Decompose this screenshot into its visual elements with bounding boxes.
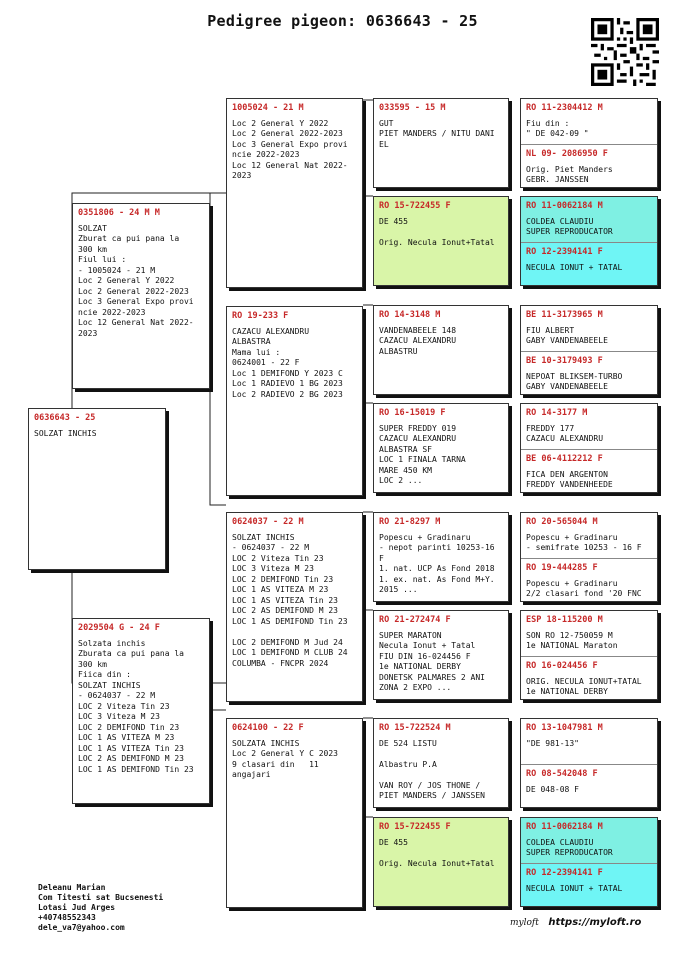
grandsire-paternal-card [226, 98, 363, 288]
pedigree-ring: RO 20-565044 M [526, 517, 598, 527]
pedigree-ring: RO 15-722455 F [379, 201, 451, 211]
pedigree-text: SOLZATA INCHIS Loc 2 General Y C 2023 9 clasari din 11 angajari [232, 738, 338, 779]
pedigree-ring: 1005024 - 21 M [232, 103, 304, 113]
brand [510, 917, 641, 928]
dam-ring: 2029504 G - 24 F [78, 623, 160, 633]
pedigree-ring: RO 16-15019 F [379, 408, 446, 418]
sire-ring: 0351806 - 24 M M [78, 208, 160, 218]
sire-text: SOLZAT Zburat ca pui pana la 300 km Fiul lui : - 1005024 - 21 M Loc 2 General Y 2022 Loc 2 General 2022-2023 Loc 3 General Expo provi ncie 2022-2023 Loc 12 General Nat 2022- 2023 [78, 223, 194, 338]
pedigree-ring: ESP 18-115200 M [526, 615, 603, 625]
pedigree-text: Orig. Piet Manders GEBR. JANSSEN [526, 164, 613, 184]
pedigree-ring: RO 11-0062184 M [526, 201, 603, 211]
pedigree-text: FICA DEN ARGENTON FREDDY VANDENHEEDE [526, 469, 613, 489]
breeder-name: Deleanu Marian [38, 883, 106, 892]
gen4-pair [520, 610, 658, 700]
pedigree-ring: RO 11-2304412 M [526, 103, 603, 113]
gen4-pair [520, 817, 658, 907]
pedigree-ring: RO 13-1047981 M [526, 723, 603, 733]
pedigree-ring: RO 15-722524 M [379, 723, 451, 733]
pedigree-ring: RO 15-722455 F [379, 822, 451, 832]
pedigree-ring: RO 11-0062184 M [526, 822, 603, 832]
pedigree-text: DE 455 Orig. Necula Ionut+Tatal [379, 837, 495, 868]
pedigree-text: "DE 981-13" [526, 738, 579, 748]
pedigree-text: Fiu din : " DE 042-09 " [526, 118, 589, 138]
page-title: Pedigree pigeon: 0636643 - 25 [207, 12, 478, 30]
pedigree-text: Popescu + Gradinaru 2/2 clasari fond '20 FNC [526, 578, 642, 598]
pedigree-ring: RO 08-542048 F [526, 769, 598, 779]
pedigree-ring: BE 06-4112212 F [526, 454, 603, 464]
pedigree-text: COLDEA CLAUDIU SUPER REPRODUCATOR [526, 837, 613, 857]
pedigree-ring: RO 14-3148 M [379, 310, 441, 320]
pedigree-text: Popescu + Gradinaru - semifrate 10253 - 16 F [526, 532, 642, 552]
myloft-logo: myloft [510, 918, 539, 928]
grandsire-maternal-card [226, 512, 363, 702]
breeder-contact [38, 883, 163, 933]
pedigree-ring: RO 12-2394141 F [526, 868, 603, 878]
breeder-locality: Lotasi Jud Arges [38, 903, 116, 912]
pedigree-ring: RO 21-272474 F [379, 615, 451, 625]
pedigree-ring: NL 09- 2086950 F [526, 149, 608, 159]
pedigree-text: NEPOAT BLIKSEM-TURBO GABY VANDENABEELE [526, 371, 623, 391]
subject-text: SOLZAT INCHIS [34, 428, 97, 438]
breeder-phone: +40748552343 [38, 913, 96, 922]
subject-card [28, 408, 166, 570]
pedigree-ring: BE 11-3173965 M [526, 310, 603, 320]
gen3-card [373, 512, 509, 602]
pedigree-ring: RO 19-233 F [232, 311, 289, 321]
granddam-maternal-card [226, 718, 363, 908]
gen4-pair [520, 196, 658, 286]
pedigree-text: SON RO 12-750059 M 1e NATIONAL Maraton [526, 630, 618, 650]
gen4-pair [520, 512, 658, 602]
pedigree-ring: RO 21-8297 M [379, 517, 441, 527]
gen3-card [373, 817, 509, 907]
pedigree-text: DE 048-08 F [526, 784, 579, 794]
gen3-card [373, 196, 509, 286]
pedigree-text: ORIG. NECULA IONUT+TATAL 1e NATIONAL DERBY [526, 676, 642, 696]
breeder-address: Com Titesti sat Bucsenesti [38, 893, 164, 902]
gen3-card [373, 305, 509, 395]
gen4-pair [520, 403, 658, 493]
sire-card [72, 203, 210, 389]
gen3-card [373, 98, 509, 188]
breeder-email: dele_va7@yahoo.com [38, 923, 125, 932]
dam-card [72, 618, 210, 804]
gen4-pair [520, 98, 658, 188]
pedigree-ring: 0624100 - 22 F [232, 723, 304, 733]
gen3-card [373, 403, 509, 493]
brand-url[interactable]: https://myloft.ro [548, 917, 642, 928]
gen3-card [373, 610, 509, 700]
pedigree-text: VANDENABEELE 148 CAZACU ALEXANDRU ALBASTRU [379, 325, 457, 356]
pedigree-text: COLDEA CLAUDIU SUPER REPRODUCATOR [526, 216, 613, 236]
pedigree-ring: 0624037 - 22 M [232, 517, 304, 527]
pedigree-text: CAZACU ALEXANDRU ALBASTRA Mama lui : 0624001 - 22 F Loc 1 DEMIFOND Y 2023 C Loc 1 RADIEVO 1 BG 2023 Loc 2 RADIEVO 2 BG 2023 [232, 326, 343, 399]
pedigree-text: SUPER MARATON Necula Ionut + Tatal FIU DIN 16-024456 F 1e NATIONAL DERBY DONETSK PALMARES 2 ANI ZONA 2 EXPO ... [379, 630, 485, 692]
pedigree-text: Loc 2 General Y 2022 Loc 2 General 2022-2023 Loc 3 General Expo provi ncie 2022-2023 Loc 12 General Nat 2022- 2023 [232, 118, 348, 180]
pedigree-text: NECULA IONUT + TATAL [526, 262, 623, 272]
pedigree-ring: RO 12-2394141 F [526, 247, 603, 257]
pedigree-text: DE 524 LISTU Albastru P.A VAN ROY / JOS THONE / PIET MANDERS / JANSSEN [379, 738, 485, 800]
pedigree-ring: RO 16-024456 F [526, 661, 598, 671]
gen4-pair [520, 718, 658, 808]
pedigree-text: SUPER FREDDY 019 CAZACU ALEXANDRU ALBASTRA SF LOC 1 FINALA TARNA MARE 450 KM LOC 2 ... [379, 423, 466, 485]
granddam-paternal-card [226, 306, 363, 496]
pedigree-text: DE 455 Orig. Necula Ionut+Tatal [379, 216, 495, 247]
pedigree-ring: BE 10-3179493 F [526, 356, 603, 366]
subject-ring: 0636643 - 25 [34, 413, 96, 423]
gen4-pair [520, 305, 658, 395]
pedigree-text: GUT PIET MANDERS / NITU DANI EL [379, 118, 495, 149]
pedigree-text: Popescu + Gradinaru - nepot parinti 10253-16 F 1. nat. UCP As Fond 2018 1. ex. nat. As Fond M+Y. 2015 ... [379, 532, 495, 594]
pedigree-ring: RO 19-444285 F [526, 563, 598, 573]
gen3-card [373, 718, 509, 808]
pedigree-text: SOLZAT INCHIS - 0624037 - 22 M LOC 2 Viteza Tin 23 LOC 3 Viteza M 23 LOC 2 DEMIFOND Tin 23 LOC 1 AS VITEZA M 23 LOC 1 AS VITEZA Tin 23 LOC 2 AS DEMIFOND M 23 LOC 1 AS DEMIFOND Tin 23 LOC 2 DEMIFOND M Jud 24 LOC 1 DEMIFOND M CLUB 24 COLUMBA - FNCPR 2024 [232, 532, 348, 668]
pedigree-text: NECULA IONUT + TATAL [526, 883, 623, 893]
pedigree-text: FIU ALBERT GABY VANDENABEELE [526, 325, 608, 345]
dam-text: Solzata inchis Zburata ca pui pana la 300 km Fiica din : SOLZAT INCHIS - 0624037 - 22 M LOC 2 Viteza Tin 23 LOC 3 Viteza M 23 LOC 2 DEMIFOND Tin 23 LOC 1 AS VITEZA M 23 LOC 1 AS VITEZA Tin 23 LOC 2 AS DEMIFOND M 23 LOC 1 AS DEMIFOND Tin 23 [78, 638, 194, 774]
pedigree-text: FREDDY 177 CAZACU ALEXANDRU [526, 423, 604, 443]
pedigree-ring: 033595 - 15 M [379, 103, 446, 113]
pedigree-ring: RO 14-3177 M [526, 408, 588, 418]
